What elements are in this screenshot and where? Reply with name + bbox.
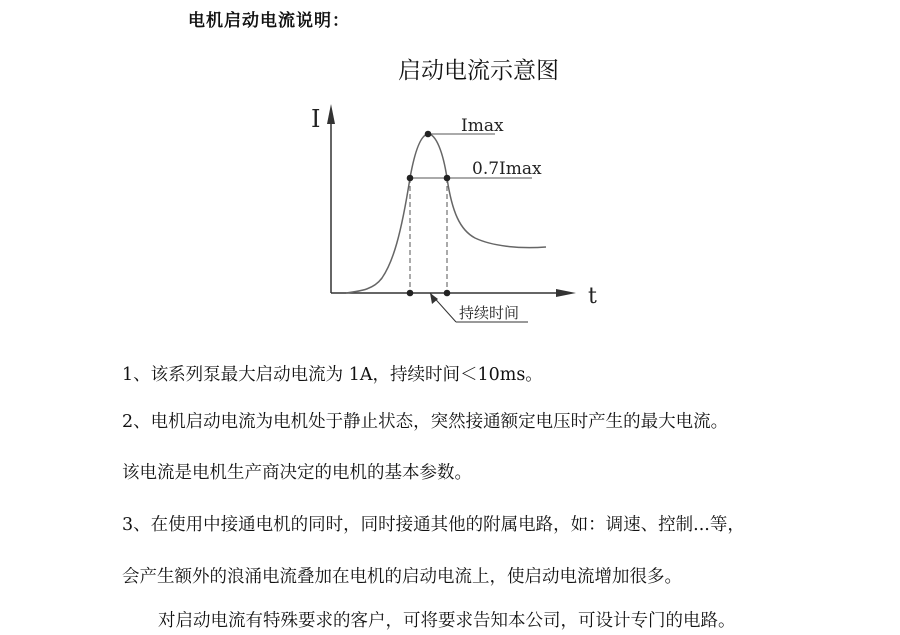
y-axis-arrow: [327, 104, 335, 124]
paragraph-1: 1、该系列泵最大启动电流为 1A，持续时间＜10ms。: [122, 365, 543, 385]
threshold-label: 0.7Imax: [472, 159, 542, 179]
threshold-point-left: [407, 175, 414, 182]
duration-leader-arrow: [430, 293, 438, 304]
duration-label: 持续时间: [459, 304, 520, 322]
paragraph-3: 3、在使用中接通电机的同时，同时接通其他的附属电路，如：调速、控制...等，: [122, 515, 745, 535]
peak-label: Imax: [461, 116, 504, 136]
axis-point-right: [444, 290, 451, 297]
paragraph-2-continued: 该电流是电机生产商决定的电机的基本参数。: [122, 463, 472, 483]
threshold-point-right: [444, 175, 451, 182]
paragraph-3-continued: 会产生额外的浪涌电流叠加在电机的启动电流上，使启动电流增加很多。: [122, 567, 682, 587]
paragraph-4: 对启动电流有特殊要求的客户，可将要求告知本公司，可设计专门的电路。: [158, 611, 736, 631]
peak-point: [425, 131, 432, 138]
axis-point-left: [407, 290, 414, 297]
current-curve: [346, 134, 546, 293]
page-heading: 电机启动电流说明：: [188, 11, 350, 31]
x-axis-arrow: [556, 289, 576, 297]
x-axis-label: t: [588, 284, 597, 309]
y-axis-label: I: [311, 105, 321, 133]
paragraph-2: 2、电机启动电流为电机处于静止状态，突然接通额定电压时产生的最大电流。: [122, 412, 729, 432]
diagram-title: 启动电流示意图: [398, 58, 559, 84]
